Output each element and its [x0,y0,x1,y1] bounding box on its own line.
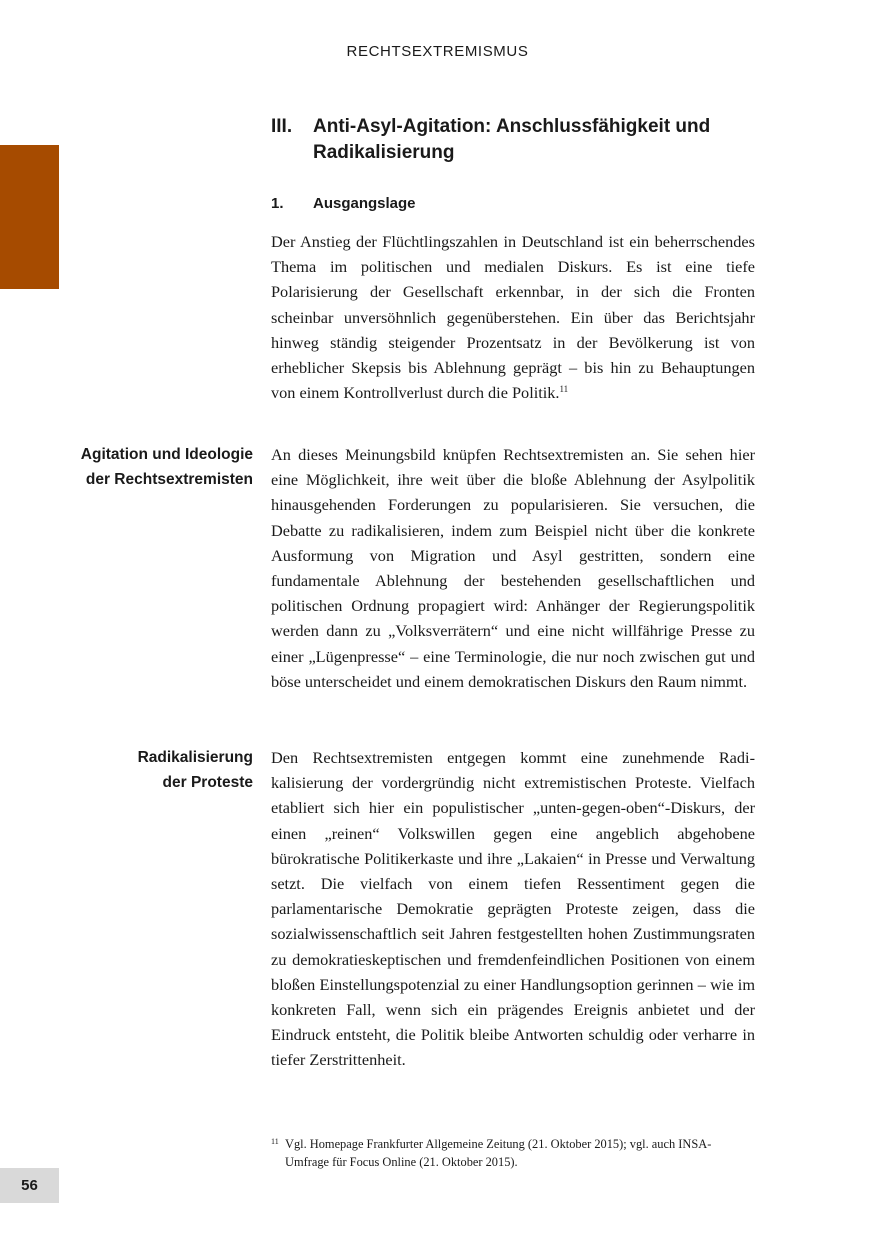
section-number: 1. [271,195,284,212]
footnote-text: Vgl. Homepage Frankfurter Allgemeine Zeitung (21. Oktober 2015); vgl. auch INSA-Umfrage für Focus Online (21. Oktober 2015). [285,1137,712,1169]
running-head: RECHTSEXTREMISMUS [346,43,529,60]
margin-note-agitation: Agitation und Ideologie der Rechtsextremisten [80,446,253,489]
section-heading [271,194,671,214]
chapter-color-tab [0,145,59,289]
footnote [271,1135,755,1171]
section-title: Ausgangslage [313,195,416,212]
paragraph-agitation: An dieses Meinungsbild knüpfen Rechtsextremisten an. Sie sehen hier eine Möglichkeit, ihre weit über die bloße Ablehnung der Asylpolitik hinausgehenden Forderungen zu popularisieren. Sie versuchen, die Debatte zu radikalisieren, indem zum Beispiel nicht über die konkrete Ausformung von Migration und Asyl gestritten, sondern eine fundamentale Ablehnung der bestehenden gesellschaftlichen und politischen Ordnung propagiert wird: Anhänger der Regierungspolitik werden dann zu „Volksverrätern“ und eine nicht willfährige Presse zu einer „Lügenpresse“ – eine Terminologie, die nur noch zwischen gut und böse unterscheidet und einem demokratischen Diskurs den Raum nimmt. [271,445,755,691]
chapter-number: III. [271,116,293,137]
footnote-number: 11 [271,1137,279,1146]
page-number: 56 [0,1168,59,1203]
chapter-heading [271,114,731,166]
footnote-reference: 11 [559,384,569,395]
paragraph-text: Der Anstieg der Flüchtlingszahlen in Deutschland ist ein beherrschendes Thema im politischen und medialen Diskurs. Es ist eine tiefe Polarisierung der Gesellschaft erkennbar, in der sich die Fronten scheinbar unversöhnlich gegenüberstehen. Ein über das Berichtsjahr hinweg ständig steigender Prozentsatz in der Bevölkerung ist von erheblicher Skepsis bis Ablehnung geprägt – bis hin zu Behauptungen von einem Kontrollverlust durch die Politik. [271,232,755,403]
chapter-title: Anti-Asyl-Agitation: Anschlussfähigkeit und Radikalisierung [313,116,711,163]
paragraph-intro [271,229,755,405]
paragraph-radicalisation: Den Rechtsextremisten entgegen kommt eine zunehmende Radikalisierung der vordergründig nicht extremistischen Proteste. Vielfach etabliert sich hier ein populistischer „unten-gegen-oben“-Diskurs, der einen „reinen“ Volkswillen gegen eine angeblich abgehobene bürokratische Politikerkaste und ihre „Lakaien“ in Presse und Verwaltung setzt. Die vielfach von einem tiefen Ressentiment gegen die parlamentarische Demokratie geprägten Proteste zeigen, dass die sozialwissenschaftlich seit Jahren festgestellten hohen Zustimmungsraten zu demokratieskeptischen und fremdenfeindlichen Positionen von einem bloßen Einstellungspotenzial zu einer Handlungsoption gerinnen – wie im konkreten Fall, wenn sich ein prägendes Ereignis anbietet und der Eindruck entsteht, die Politik bleibe Antworten schuldig oder verharre in tiefer Zerstrittenheit. [271,748,755,1070]
margin-note-radicalisation: Radikalisierung der Proteste [137,749,253,792]
